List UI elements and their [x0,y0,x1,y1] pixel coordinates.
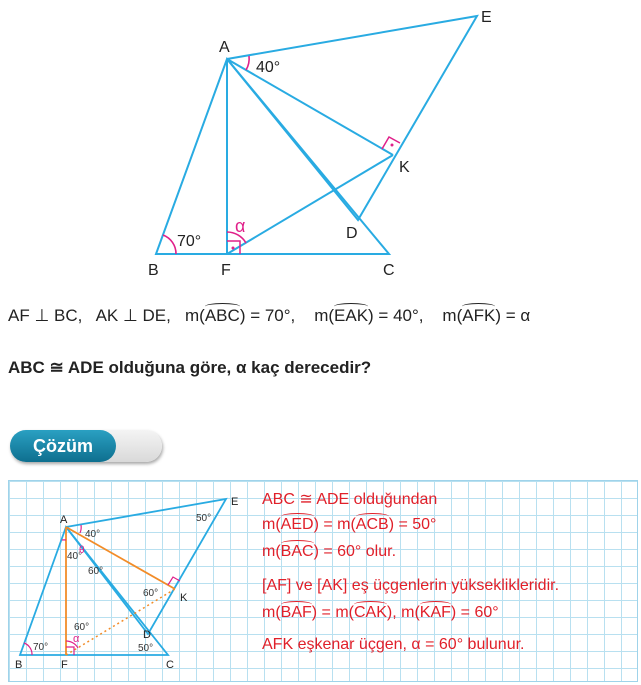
sol-point-f: F [61,659,68,671]
sol-point-c: C [166,659,174,671]
solution-badge-label: Çözüm [10,430,116,462]
sol-angle-baf: 40° [67,551,83,562]
sol-segment-ak [66,527,175,589]
solution-line-1: ABC ≅ ADE olduğundan [262,491,438,508]
sol-point-k: K [180,592,188,604]
point-label-e: E [481,9,492,26]
sol-point-e: E [231,496,239,508]
angle-label-eak: 40° [256,59,281,76]
solution-line-4: [AF] ve [AK] eş üçgenlerin yükseklikleridir. [262,577,560,594]
question-text: ABC ≅ ADE olduğuna göre, α kaç derecedir? [8,358,372,377]
solution-line-2: m(AED) = m(ACB) = 50° [262,516,437,533]
sol-angle-afk: 60° [74,622,90,633]
sol-angle-alpha: α [73,633,80,645]
sol-angle-abc: 70° [33,642,49,653]
point-label-c: C [383,262,395,279]
given-statement: AF ⊥ BC, AK ⊥ DE, m(ABC) = 70°, m(EAK) = 40°, m(AFK) = α [8,306,531,325]
sol-angle-akf: 60° [143,588,159,599]
sol-point-b: B [15,659,23,671]
solution-line-5: m(BAF) = m(CAK), m(KAF) = 60° [262,604,499,621]
point-label-d: D [346,225,358,242]
angle-label-abc: 70° [177,233,202,250]
sol-angle-theta: θ [79,545,85,556]
point-label-a: A [219,39,230,56]
sol-angle-aed: 50° [196,513,212,524]
sol-point-d: D [143,629,151,641]
point-label-b: B [148,262,159,279]
sol-point-a: A [60,514,68,526]
sol-angle-fak: 60° [88,566,104,577]
point-label-f: F [221,262,231,279]
sol-arc-abc [24,643,32,655]
angle-label-afk: α [235,216,246,236]
solution-line-6: AFK eşkenar üçgen, α = 60° bulunur. [262,636,525,653]
sol-angle-acb: 50° [138,643,154,654]
sol-arc-eak [80,525,81,533]
solution-line-3: m(BAC) = 60° olur. [262,543,397,560]
point-label-k: K [399,159,410,176]
sol-angle-eak: 40° [85,529,101,540]
